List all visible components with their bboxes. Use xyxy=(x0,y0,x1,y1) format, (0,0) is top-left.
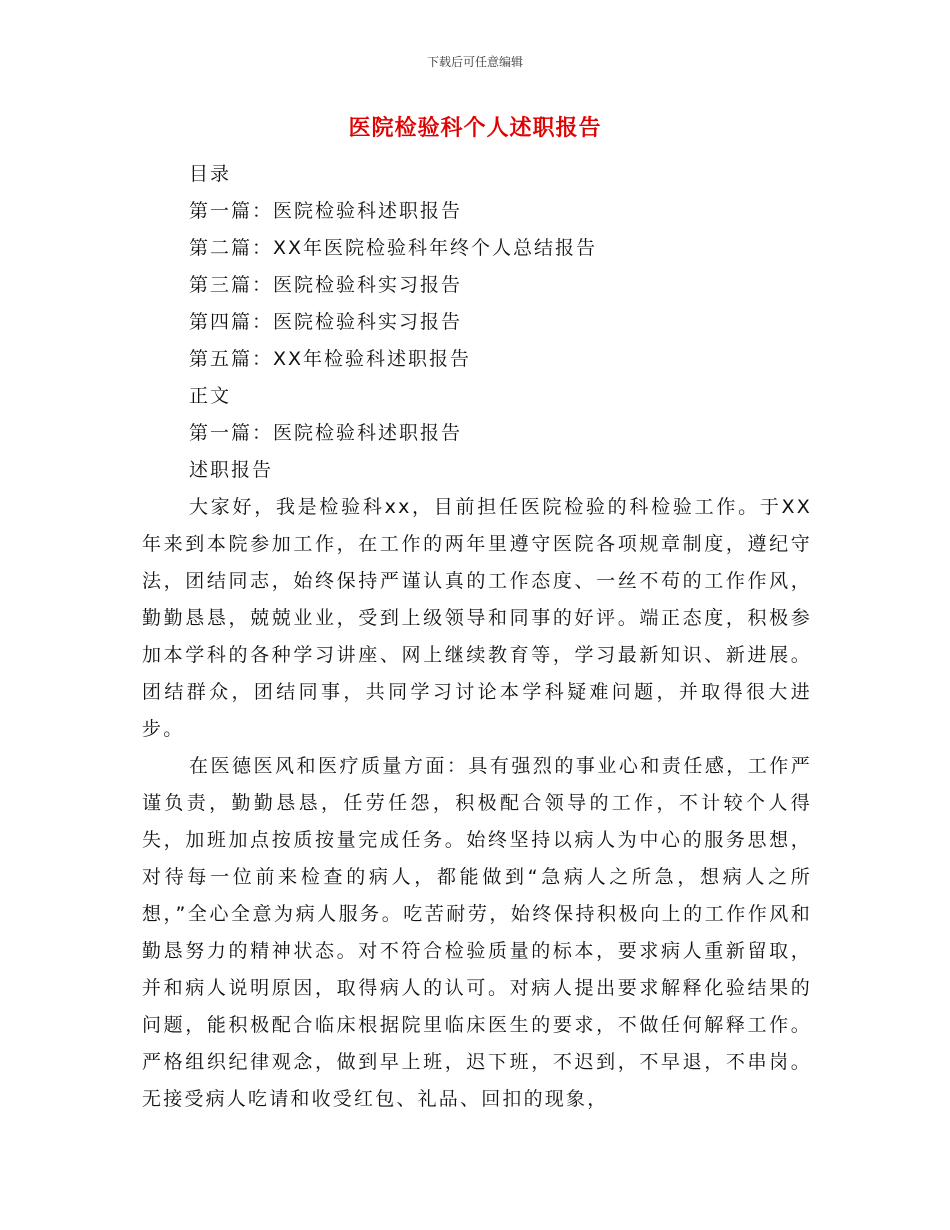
document-body xyxy=(142,156,812,1118)
body-heading: 正文 xyxy=(189,385,232,407)
toc-item: 第五篇：XX年检验科述职报告 xyxy=(189,348,472,370)
toc-item: 第三篇：医院检验科实习报告 xyxy=(189,274,463,296)
toc-item: 第二篇：XX年医院检验科年终个人总结报告 xyxy=(189,237,598,259)
body-paragraph: 在医德医风和医疗质量方面：具有强烈的事业心和责任感，工作严谨负责，勤勤恳恳，任劳任怨，积极配合领导的工作，不计较个人得失，加班加点按质按量完成任务。始终坚持以病人为中心的服务思想，对待每一位前来检查的病人，都能做到“急病人之所急，想病人之所想，”全心全意为病人服务。吃苦耐劳，始终保持积极向上的工作作风和勤恳努力的精神状态。对不符合检验质量的标本，要求病人重新留取，并和病人说明原因，取得病人的认可。对病人提出要求解释化验结果的问题，能积极配合临床根据院里临床医生的要求，不做任何解释工作。严格组织纪律观念，做到早上班，迟下班，不迟到，不早退，不串岗。无接受病人吃请和收受红包、礼品、回扣的现象， xyxy=(142,755,812,1110)
toc-heading: 目录 xyxy=(189,163,232,185)
body-paragraph: 大家好，我是检验科xx，目前担任医院检验的科检验工作。于XX年来到本院参加工作，在工作的两年里遵守医院各项规章制度，遵纪守法，团结同志，始终保持严谨认真的工作态度、一丝不苟的工作作风，勤勤恳恳，兢兢业业，受到上级领导和同事的好评。端正态度，积极参加本学科的各种学习讲座、网上继续教育等，学习最新知识、新进展。团结群众，团结同事，共同学习讨论本学科疑难问题，并取得很大进步。 xyxy=(142,496,812,740)
header-note: 下载后可任意编辑 xyxy=(426,55,523,69)
document-title: 医院检验科个人述职报告 xyxy=(348,116,602,141)
section-title: 第一篇：医院检验科述职报告 xyxy=(189,422,463,444)
toc-item: 第一篇：医院检验科述职报告 xyxy=(189,200,463,222)
toc-item: 第四篇：医院检验科实习报告 xyxy=(189,311,463,333)
section-subtitle: 述职报告 xyxy=(189,459,274,481)
